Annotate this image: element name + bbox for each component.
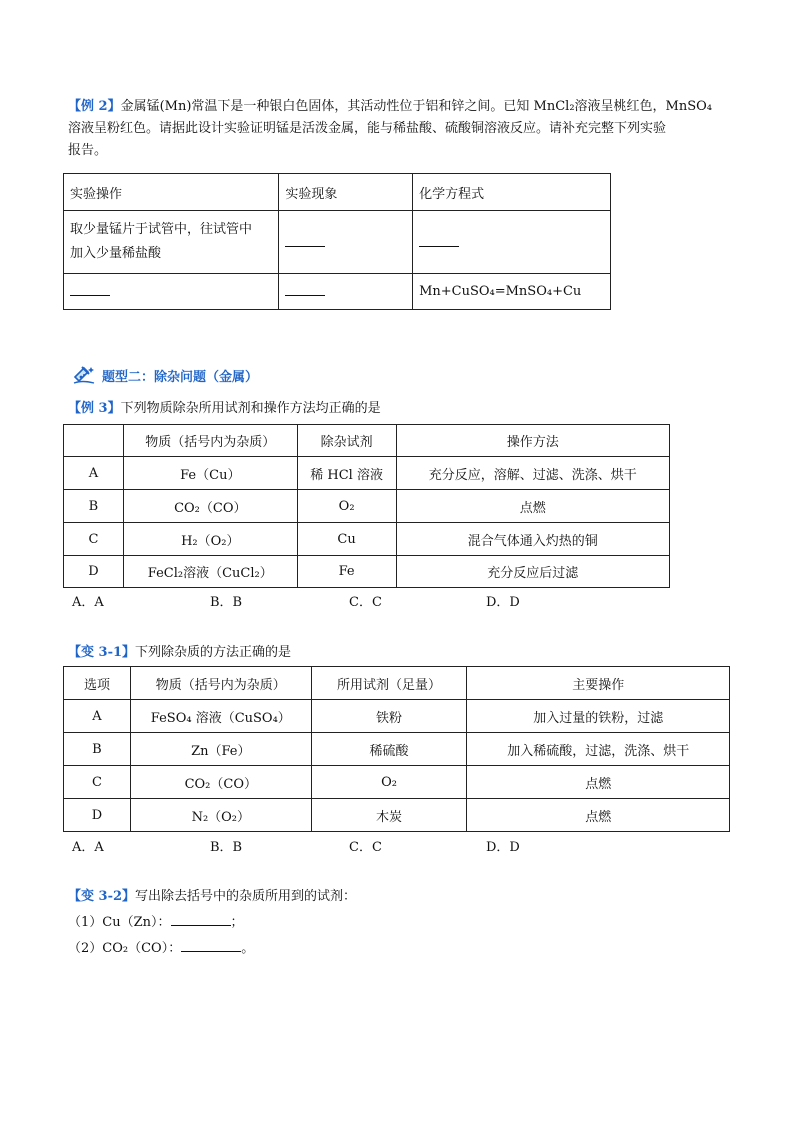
section-heading	[72, 364, 258, 386]
answer-blank[interactable]	[171, 913, 231, 926]
variation-3-2-item2: （2）CO₂（CO）： 。	[68, 941, 255, 956]
header-cell: 除杂试剂	[297, 425, 396, 457]
answer-blank-cell[interactable]	[279, 211, 413, 274]
answer-blank[interactable]	[70, 283, 110, 296]
example-2-line2: 溶液呈粉红色。请据此设计实验证明锰是活泼金属，能与稀盐酸、硫酸铜溶液反应。请补充完整下列实验	[68, 121, 667, 136]
header-cell: 物质（括号内为杂质）	[123, 425, 297, 457]
table-row: C H₂（O₂） Cu 混合气体通入灼热的铜	[64, 523, 670, 556]
table-row: A FeSO₄ 溶液（CuSO₄） 铁粉 加入过量的铁粉，过滤	[64, 700, 730, 733]
example-2-table	[63, 173, 611, 310]
variation-3-2-tag: 【变 3-2】	[68, 889, 136, 904]
flask-icon	[72, 364, 98, 386]
example-2-line1: 金属锰(Mn)常温下是一种银白色固体，其活动性位于铝和锌之间。已知 MnCl₂溶液呈桃红色，MnSO₄	[120, 99, 712, 114]
example-3-question: 【例 3】下列物质除杂所用试剂和操作方法均正确的是	[68, 401, 381, 416]
table-row: B CO₂（CO） O₂ 点燃	[64, 490, 670, 523]
header-cell: 选项	[64, 667, 131, 700]
table-row: D N₂（O₂） 木炭 点燃	[64, 799, 730, 832]
variation-3-2	[68, 886, 356, 960]
table-row: C CO₂（CO） O₂ 点燃	[64, 766, 730, 799]
header-cell: 化学方程式	[413, 174, 611, 211]
header-cell	[64, 425, 124, 457]
equation-cell: Mn+CuSO₄=MnSO₄+Cu	[413, 274, 611, 310]
example-2-tag: 【例 2】	[68, 99, 121, 114]
operation-cell: 取少量锰片于试管中，往试管中 加入少量稀盐酸	[64, 211, 279, 274]
header-cell: 物质（括号内为杂质）	[130, 667, 311, 700]
example-3-table	[63, 424, 670, 588]
header-cell: 实验操作	[64, 174, 279, 211]
variation-3-1-table	[63, 666, 730, 832]
answer-blank-cell[interactable]	[64, 274, 279, 310]
variation-3-2-question: 【变 3-2】写出除去括号中的杂质所用到的试剂：	[68, 889, 357, 904]
table-row: A Fe（Cu） 稀 HCl 溶液 充分反应，溶解、过滤、洗涤、烘干	[64, 457, 670, 490]
table-row	[64, 274, 611, 310]
variation-3-1-tag: 【变 3-1】	[68, 645, 136, 660]
table-header-row	[64, 667, 730, 700]
answer-blank[interactable]	[285, 283, 325, 296]
answer-blank[interactable]	[285, 234, 325, 247]
table-header-row	[64, 174, 611, 211]
option-a[interactable]: A．A	[72, 595, 104, 610]
answer-blank[interactable]	[181, 939, 241, 952]
option-b[interactable]: B．B	[210, 840, 243, 855]
example-2-line3: 报告。	[68, 143, 108, 158]
header-cell: 主要操作	[467, 667, 730, 700]
variation-3-1-question: 【变 3-1】下列除杂质的方法正确的是	[68, 645, 292, 660]
option-d[interactable]: D．D	[486, 595, 520, 610]
table-row: D FeCl₂溶液（CuCl₂） Fe 充分反应后过滤	[64, 556, 670, 588]
answer-blank-cell[interactable]	[413, 211, 611, 274]
answer-blank[interactable]	[419, 234, 459, 247]
example-2-text	[68, 96, 712, 162]
option-c[interactable]: C．C	[349, 595, 382, 610]
variation-3-1-options	[72, 836, 520, 855]
option-a[interactable]: A．A	[72, 840, 104, 855]
header-cell: 实验现象	[279, 174, 413, 211]
table-header-row	[64, 425, 670, 457]
option-b[interactable]: B．B	[210, 595, 243, 610]
answer-blank-cell[interactable]	[279, 274, 413, 310]
section-title: 题型二：除杂问题（金属）	[102, 369, 259, 385]
table-row	[64, 211, 611, 274]
variation-3-2-item1: （1）Cu（Zn）： ；	[68, 915, 244, 930]
header-cell: 所用试剂（足量）	[311, 667, 467, 700]
option-c[interactable]: C．C	[349, 840, 382, 855]
table-row: B Zn（Fe） 稀硫酸 加入稀硫酸，过滤，洗涤、烘干	[64, 733, 730, 766]
option-d[interactable]: D．D	[486, 840, 520, 855]
example-3-tag: 【例 3】	[68, 401, 121, 416]
header-cell: 操作方法	[396, 425, 669, 457]
example-3-options	[72, 591, 520, 610]
